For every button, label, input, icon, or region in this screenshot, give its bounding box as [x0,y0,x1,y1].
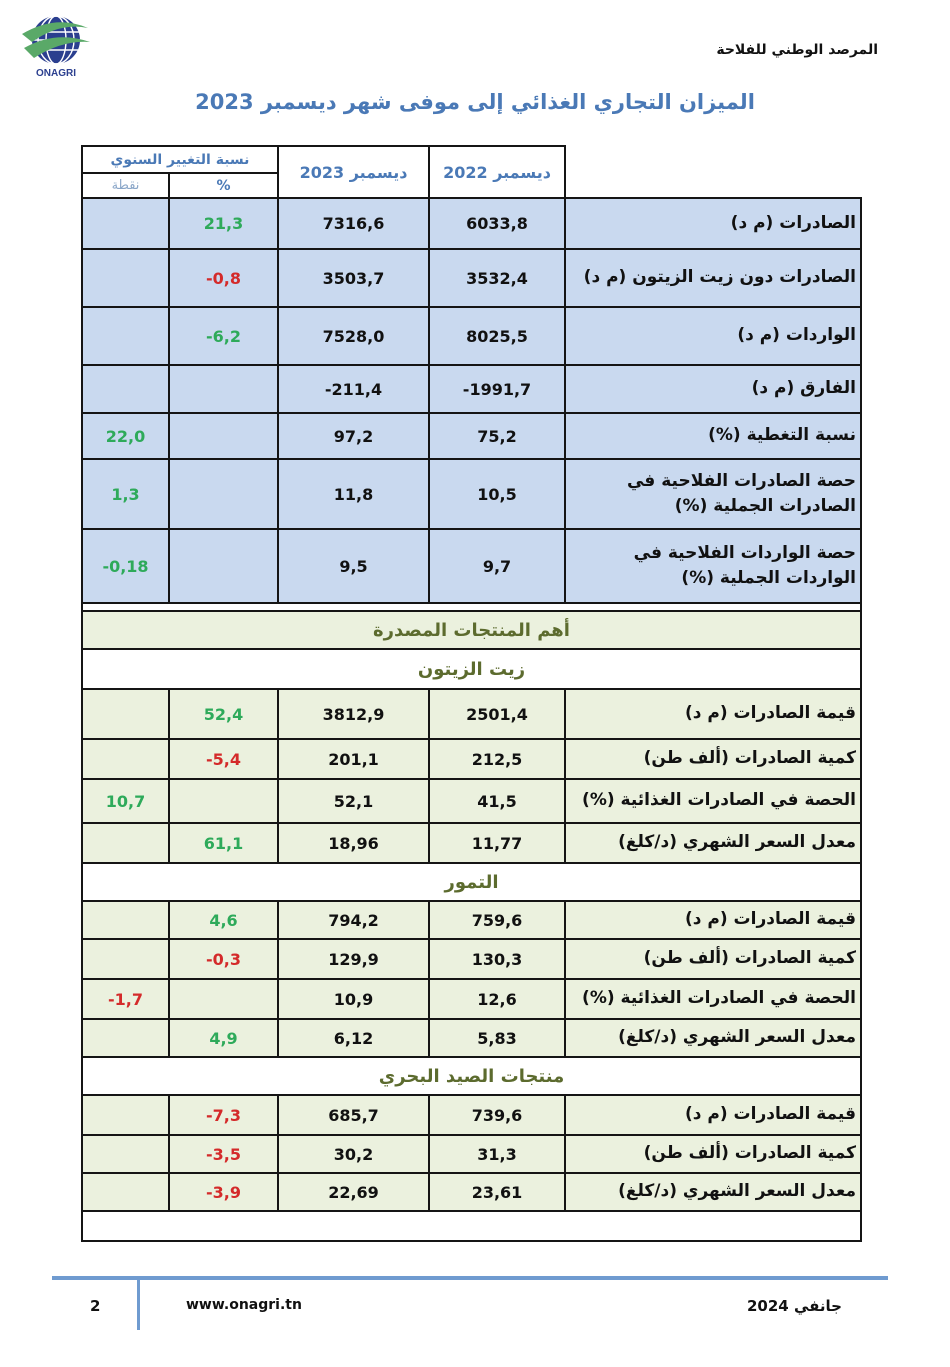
change-percent-cell: -3,5 [169,1135,278,1173]
column-header-dec-2023: ديسمبر 2023 [278,146,429,198]
value-2023-cell: 7316,6 [278,198,429,249]
trade-balance-table [81,145,862,1242]
onagri-logo [16,8,96,82]
value-2022-cell: 31,3 [429,1135,565,1173]
column-header-dec-2022: ديسمبر 2022 [429,146,565,198]
value-2022-cell: 10,5 [429,459,565,529]
value-2023-cell: 97,2 [278,413,429,459]
footer-vertical-divider [137,1278,140,1330]
table-row [82,901,861,939]
value-2023-cell: 22,69 [278,1173,429,1211]
change-percent-cell: -5,4 [169,739,278,779]
change-point-cell [82,1173,169,1211]
value-2022-cell: 8025,5 [429,307,565,365]
change-percent-cell [169,413,278,459]
annual-change-header: نسبة التغيير السنوي [82,146,278,173]
table-row [82,1019,861,1057]
row-label: نسبة التغطية (%) [565,413,861,459]
value-2022-cell: -1991,7 [429,365,565,413]
table-row [82,365,861,413]
value-2023-cell: 30,2 [278,1135,429,1173]
value-2022-cell: 212,5 [429,739,565,779]
change-point-cell [82,198,169,249]
value-2022-cell: 6033,8 [429,198,565,249]
change-point-cell: -1,7 [82,979,169,1019]
value-2023-cell: 3503,7 [278,249,429,307]
website-url[interactable]: www.onagri.tn [186,1297,302,1313]
table-row [82,779,861,823]
change-point-cell [82,1135,169,1173]
row-label: الفارق (م د) [565,365,861,413]
table-row [82,739,861,779]
table-row [82,459,861,529]
change-percent-cell: -0,8 [169,249,278,307]
change-point-cell [82,307,169,365]
change-point-cell [82,365,169,413]
value-2022-cell: 12,6 [429,979,565,1019]
change-percent-cell: -6,2 [169,307,278,365]
change-point-cell [82,901,169,939]
value-2022-cell: 9,7 [429,529,565,603]
value-2022-cell: 75,2 [429,413,565,459]
row-label: حصة الواردات الفلاحية في الواردات الجملية (%) [565,529,861,603]
change-point-cell: -0,18 [82,529,169,603]
row-label: معدل السعر الشهري (د/كلغ) [565,1173,861,1211]
row-label: الواردات (م د) [565,307,861,365]
row-label: كمية الصادرات (ألف طن) [565,739,861,779]
table-row [82,249,861,307]
change-point-cell [82,1095,169,1135]
value-2023-cell: 201,1 [278,739,429,779]
table-row [82,307,861,365]
change-percent-cell [169,365,278,413]
change-percent-cell [169,529,278,603]
value-2023-cell: 11,8 [278,459,429,529]
row-label: الحصة في الصادرات الغذائية (%) [565,779,861,823]
table-row [82,939,861,979]
change-percent-cell: -0,3 [169,939,278,979]
value-2022-cell: 739,6 [429,1095,565,1135]
value-2023-cell: 129,9 [278,939,429,979]
change-percent-cell [169,779,278,823]
value-2022-cell: 130,3 [429,939,565,979]
value-2022-cell: 23,61 [429,1173,565,1211]
footer-divider [52,1276,888,1280]
change-point-cell [82,249,169,307]
publication-date: جانفي 2024 [746,1297,842,1315]
percent-header: % [169,173,278,198]
value-2022-cell: 3532,4 [429,249,565,307]
row-label: كمية الصادرات (ألف طن) [565,1135,861,1173]
change-percent-cell [169,459,278,529]
value-2023-cell: 3812,9 [278,689,429,739]
change-percent-cell: 4,9 [169,1019,278,1057]
page-number: 2 [90,1297,101,1315]
change-percent-cell: 4,6 [169,901,278,939]
change-point-cell [82,823,169,863]
change-point-cell: 1,3 [82,459,169,529]
change-point-cell [82,939,169,979]
page-title: الميزان التجاري الغذائي إلى موفى شهر ديسمبر 2023 [195,90,755,114]
change-percent-cell: 61,1 [169,823,278,863]
change-point-cell [82,689,169,739]
table-row [82,979,861,1019]
change-percent-cell: -7,3 [169,1095,278,1135]
table-row [82,823,861,863]
product-section-title: التمور [82,863,861,901]
point-header: نقطة [82,173,169,198]
row-label: الحصة في الصادرات الغذائية (%) [565,979,861,1019]
value-2023-cell: 52,1 [278,779,429,823]
change-point-cell [82,1019,169,1057]
table-row [82,529,861,603]
row-label: معدل السعر الشهري (د/كلغ) [565,1019,861,1057]
value-2022-cell: 11,77 [429,823,565,863]
change-point-cell [82,739,169,779]
row-label: الصادرات دون زيت الزيتون (م د) [565,249,861,307]
row-label: كمية الصادرات (ألف طن) [565,939,861,979]
change-percent-cell [169,979,278,1019]
row-label: قيمة الصادرات (م د) [565,901,861,939]
value-2023-cell: -211,4 [278,365,429,413]
value-2023-cell: 6,12 [278,1019,429,1057]
product-section-title: منتجات الصيد البحري [82,1057,861,1095]
value-2022-cell: 2501,4 [429,689,565,739]
value-2023-cell: 10,9 [278,979,429,1019]
row-label: الصادرات (م د) [565,198,861,249]
value-2023-cell: 18,96 [278,823,429,863]
table-row [82,1095,861,1135]
table-row [82,1173,861,1211]
row-label: قيمة الصادرات (م د) [565,689,861,739]
row-label: قيمة الصادرات (م د) [565,1095,861,1135]
table-row [82,413,861,459]
value-2023-cell: 685,7 [278,1095,429,1135]
value-2022-cell: 759,6 [429,901,565,939]
table-row [82,689,861,739]
change-point-cell: 10,7 [82,779,169,823]
svg-text:ONAGRI: ONAGRI [36,68,76,79]
organization-name: المرصد الوطني للفلاحة [716,42,878,58]
change-point-cell: 22,0 [82,413,169,459]
value-2022-cell: 41,5 [429,779,565,823]
table-row [82,198,861,249]
value-2023-cell: 7528,0 [278,307,429,365]
change-percent-cell: -3,9 [169,1173,278,1211]
change-percent-cell: 52,4 [169,689,278,739]
product-section-title: زيت الزيتون [82,649,861,689]
value-2022-cell: 5,83 [429,1019,565,1057]
value-2023-cell: 9,5 [278,529,429,603]
value-2023-cell: 794,2 [278,901,429,939]
main-products-title: أهم المنتجات المصدرة [82,611,861,649]
table-row [82,1135,861,1173]
change-percent-cell: 21,3 [169,198,278,249]
row-label: معدل السعر الشهري (د/كلغ) [565,823,861,863]
row-label: حصة الصادرات الفلاحية في الصادرات الجملية (%) [565,459,861,529]
